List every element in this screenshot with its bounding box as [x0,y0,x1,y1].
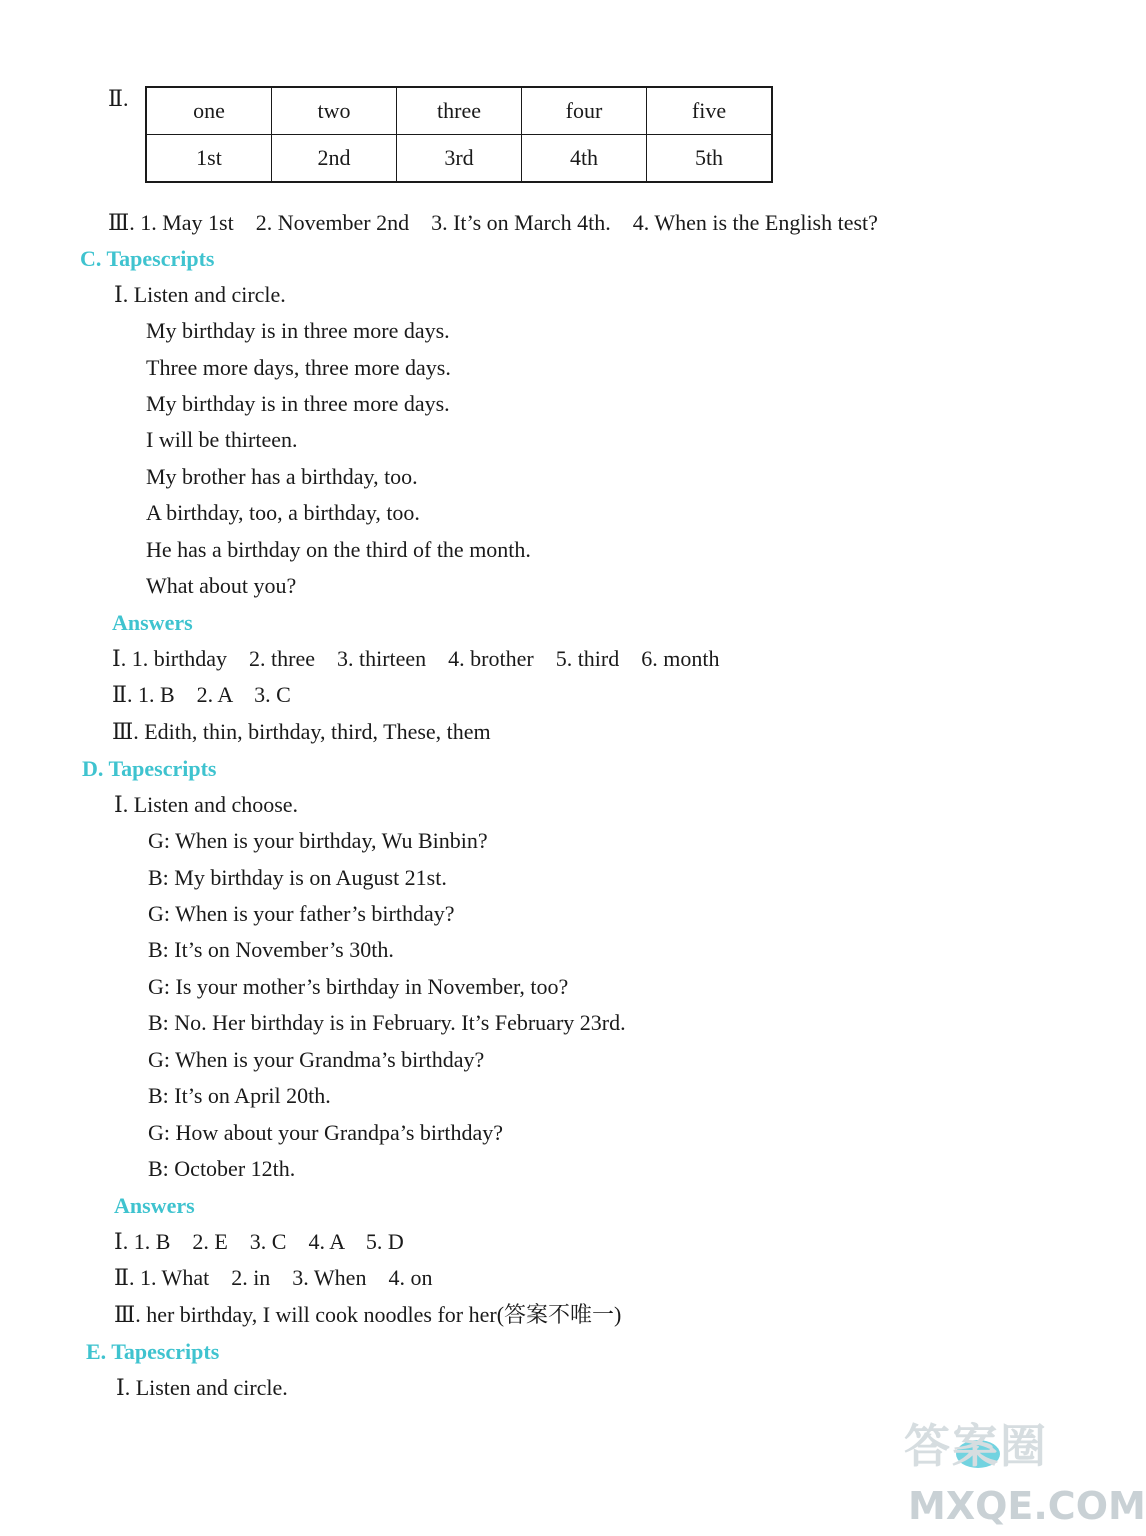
dialogue-line: B: No. Her birthday is in February. It’s February 23rd. [148,1010,626,1035]
tapescript-line: My birthday is in three more days. [146,391,450,416]
table-cell: 4th [522,135,647,183]
answer-line: Ⅲ. Edith, thin, birthday, third, These, them [112,719,491,744]
table-cell: one [146,87,272,135]
section-e-part1-title: Ⅰ. Listen and circle. [116,1375,288,1400]
table-cell: 1st [146,135,272,183]
table-cell: 3rd [397,135,522,183]
table-cell: two [272,87,397,135]
table-row-words [146,87,772,135]
section-c-heading: C. Tapescripts [80,246,215,271]
dialogue-line: G: How about your Grandpa’s birthday? [148,1120,503,1145]
answer-line: Ⅱ. 1. What 2. in 3. When 4. on [114,1265,433,1290]
tapescript-line: My birthday is in three more days. [146,318,450,343]
table-row-ordinals [146,135,772,183]
tapescript-line: Three more days, three more days. [146,355,451,380]
tapescript-line: What about you? [146,573,297,598]
tapescript-line: I will be thirteen. [146,427,298,452]
section-c-part1-title: Ⅰ. Listen and circle. [114,282,286,307]
section-d-part1-title: Ⅰ. Listen and choose. [114,792,299,817]
table-cell: five [647,87,773,135]
dialogue-line: G: When is your Grandma’s birthday? [148,1047,485,1072]
section-ii-marker: Ⅱ. [108,86,129,111]
answer-line: Ⅱ. 1. B 2. A 3. C [112,682,291,707]
answer-line: Ⅰ. 1. B 2. E 3. C 4. A 5. D [114,1229,404,1254]
section-d-heading: D. Tapescripts [82,756,217,781]
section-e-heading: E. Tapescripts [86,1339,220,1364]
dialogue-line: B: My birthday is on August 21st. [148,865,447,890]
dialogue-line: B: October 12th. [148,1156,296,1181]
tapescript-line: He has a birthday on the third of the month. [146,537,531,562]
watermark-logo [900,1410,1146,1530]
section-iii-answers: Ⅲ. 1. May 1st 2. November 2nd 3. It’s on March 4th. 4. When is the English test? [108,210,878,235]
section-d-answers-heading: Answers [114,1193,195,1218]
dialogue-line: G: When is your birthday, Wu Binbin? [148,828,488,853]
dialogue-line: B: It’s on April 20th. [148,1083,331,1108]
table-cell: 2nd [272,135,397,183]
watermark-text-top: 答案圈 [904,1419,1048,1473]
dialogue-line: G: When is your father’s birthday? [148,901,455,926]
dialogue-line: B: It’s on November’s 30th. [148,937,394,962]
table-cell: four [522,87,647,135]
table-cell: three [397,87,522,135]
table-cell: 5th [647,135,773,183]
number-ordinal-table [145,86,773,183]
watermark-text-bottom: MXQE.COM [908,1484,1146,1528]
answer-line: Ⅲ. her birthday, I will cook noodles for her(答案不唯一) [114,1302,622,1327]
section-c-answers-heading: Answers [112,610,193,635]
dialogue-line: G: Is your mother’s birthday in November, too? [148,974,569,999]
tapescript-line: A birthday, too, a birthday, too. [146,500,420,525]
answer-line: Ⅰ. 1. birthday 2. three 3. thirteen 4. brother 5. third 6. month [112,646,720,671]
tapescript-line: My brother has a birthday, too. [146,464,418,489]
